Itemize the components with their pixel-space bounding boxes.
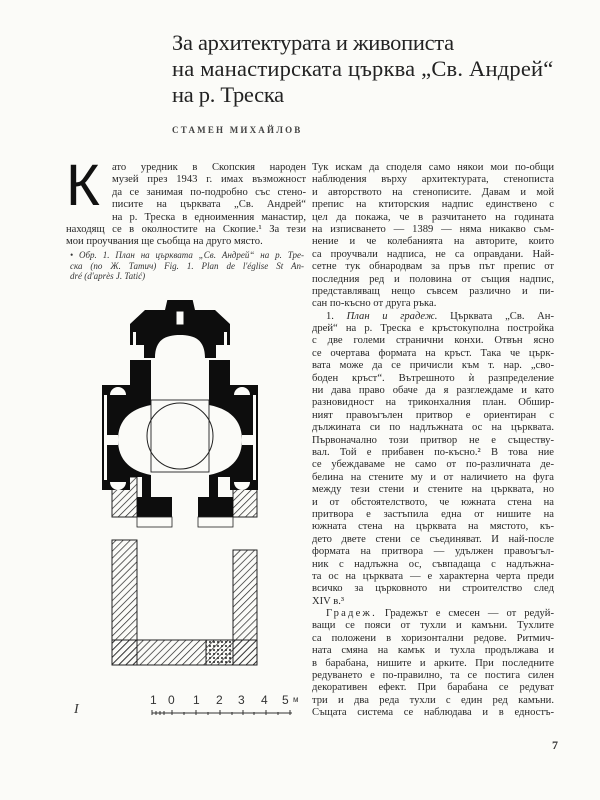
caption-line: ска (по Ж. Татич) Fig. 1. Plan de l'église St An- [70, 260, 304, 271]
text-line: са проучвали надписа, не са оправдани. Най- [312, 248, 554, 260]
caption-line: • Обр. 1. План на църквата „Св. Андрей“ на р. Тре- [70, 250, 304, 260]
text-line: Същата система се наблюдава и в едностъ- [312, 707, 554, 719]
title-line: на манастирската църква „Св. Андрей“ [172, 56, 554, 81]
drop-cap: К [66, 153, 100, 218]
text-line: притвора е застъпила една от нишите на [312, 508, 554, 520]
text-line: последния ред и половина от същия надпис, [312, 273, 554, 285]
text-line: да се занимая по-подробно със стено- [112, 186, 306, 198]
page-number: 7 [552, 738, 558, 752]
text-line: декоративен ефект. При барабана се редуват [312, 682, 554, 694]
text-line: и от обстоятелството, че южната стена на [312, 496, 554, 508]
text-line: та ос на църквата — е характерна черта преди [312, 570, 554, 582]
text-line: боден кръст“. Вътрешното ѝ разпределение [312, 372, 554, 384]
text-line: нение и че колебанията на авторите, които [312, 236, 554, 248]
figure-caption [70, 250, 304, 282]
article-author: СТАМЕН МИХАЙЛОВ [172, 125, 303, 135]
section-heading: Градеж. [326, 608, 377, 620]
scale-unit: м [293, 695, 299, 704]
text-line: вата може да се причисли към т. нар. „сво- [312, 360, 554, 372]
section-number: 1. [326, 310, 347, 322]
text-line: са положени в хоризонтални редове. Ритмич- [312, 632, 554, 644]
dome-outline [147, 400, 213, 472]
text-line: Първоначално този притвор не е съществу- [312, 434, 554, 446]
text-line: дължината си по надлъжната ос на църквата. [312, 422, 554, 434]
paragraph-plan [312, 311, 554, 608]
text-line: и авторството на стенописите. Давам и мой [312, 186, 554, 198]
text-line: представляващ нещо съвсем различно и пи- [312, 285, 554, 297]
text-line: вал. Той е прибавен по-късно.² В това ние [312, 446, 554, 458]
text-line: три и два реда тухли с един ред камъни. [312, 694, 554, 706]
text-line: на р. Треска в едноименния манастир, [112, 211, 306, 223]
scale-label: 2 [216, 693, 223, 707]
text-line: разновидност на триконхалния план. Обшир- [312, 397, 554, 409]
text-line: находящ се в околностите на Скопие.¹ За тези [66, 223, 306, 235]
text-line: редуването е по-правилно, та се постига силен [312, 670, 554, 682]
intro-paragraph [66, 153, 306, 224]
left-column [66, 153, 306, 249]
right-column [312, 162, 554, 720]
text-line: писите на църквата „Св. Андрей“ [112, 199, 306, 211]
text-line: музей през 1943 г. имах възможност [112, 174, 306, 186]
text-line: дето двете стени се съединяват. И най-после [312, 533, 554, 545]
article-title [172, 30, 552, 108]
text-line: мои проучвания ще съобща на друго място. [66, 236, 263, 248]
text-line: белина на стените му и от наличието на фуга [312, 471, 554, 483]
text-line: наблюдения върху архитектурата, стенописта [312, 174, 554, 186]
text-line: сан по-късно от друга ръка. [312, 298, 437, 310]
text-line: с две големи странични конхи. Отвън ясно [312, 335, 554, 347]
figure-mark: I [74, 702, 79, 717]
text-line: препис на ктиторския надпис единствено с [312, 199, 554, 211]
text-line: в барабана, нишите и арките. При последните [312, 657, 554, 669]
text-line: Тук искам да споделя само някои мои по-общи [312, 162, 554, 173]
text-line: Градеж. Градежът е смесен — от редуй- [326, 608, 554, 620]
scale-label: 1 [193, 693, 200, 707]
text-line: всичко за църковното ни строителство след [312, 583, 554, 595]
text-line: на изписването — 1389 — няма никакво съм- [312, 223, 554, 235]
text-line: ато уредник в Скопския народен [112, 162, 306, 173]
text-line: се убеждаваме не само от по-различната де- [312, 459, 554, 471]
text-line: цел да покажа, че в разчитането на годината [312, 211, 554, 223]
text-line: ната смяна на камък и тухла продължава и [312, 645, 554, 657]
scale-label: 4 [261, 693, 268, 707]
text-line: формата на притвора — удължен правоъгъл- [312, 546, 554, 558]
title-line: За архитектурата и живописта [172, 30, 454, 55]
text-line: ният правоъгълен притвор е ориентиран с [312, 409, 554, 421]
scale-label: 5 [282, 693, 289, 707]
text-line: XIV в.³ [312, 595, 345, 607]
text-line: дрей“ на р. Треска е кръстокуполна постройка [312, 323, 554, 335]
scale-ruler [150, 710, 295, 716]
title-line: на р. Треска [172, 82, 284, 107]
paragraph-intro [312, 162, 554, 311]
text-line: се очертава формата на кръст. Така че църк- [312, 347, 554, 359]
scale-label: 3 [238, 693, 245, 707]
text-line: ник с надлъжна ос, съвпадаща с надлъжна- [312, 558, 554, 570]
text-line: южната стена на църквата на мястото, къ- [312, 521, 554, 533]
scale-label: 0 [168, 693, 175, 707]
church-floor-plan [80, 300, 280, 700]
paragraph-masonry [312, 608, 554, 720]
narthex-walls [112, 477, 257, 665]
caption-line: dré (d'après J. Tatić) [70, 271, 146, 281]
text-line: 1. План и градеж. Църквата „Св. Ан- [326, 310, 554, 322]
section-heading: План и градеж. [346, 310, 438, 322]
scale-label: 1 [150, 693, 157, 707]
text-line: ващи се пояси от тухли и камъни. Тухлите [312, 620, 554, 632]
text-line: сетне тук обнародвам за пръв път препис от [312, 261, 554, 273]
text-line: ни дава право обаче да я разглеждаме и като [312, 385, 554, 397]
text-line: между тези стени и стените на църквата, но [312, 484, 554, 496]
